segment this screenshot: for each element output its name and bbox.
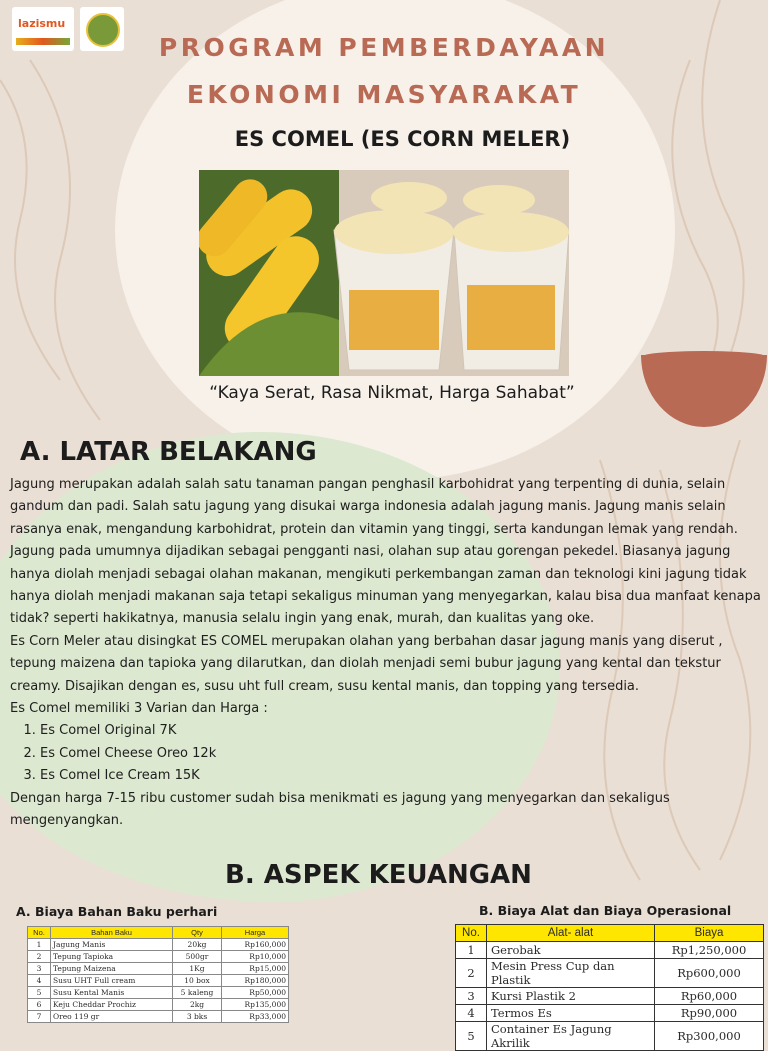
cell: Termos Es	[487, 1005, 655, 1022]
cell: 3	[456, 988, 487, 1005]
column-header: Alat- alat	[487, 925, 655, 942]
cell: Rp1,250,000	[655, 942, 764, 959]
paragraph: Jagung merupakan adalah salah satu tanaman pangan penghasil karbohidrat yang terpenting di dunia, selain gandum dan padi. Salah satu jagung yang disukai warga indonesia adalah jagung manis. Jagung manis selain rasanya enak, mengandung karbohidrat, protein dan vitamin yang tinggi, serta kandungan lemak yang rendah. Jagung pada umumnya dijadikan sebagai pengganti nasi, olahan sup atau gorengan pekedel. Biasanya jagung hanya diolah menjadi sebagai olahan makanan, mengikuti perkembangan zaman dan teknologi kini jagung tidak hanya diolah menjadi makanan saja tetapi sekaligus minuman yang menyegarkan, kalau bisa dua manfaat kenapa tidak? seperti hakikatnya, manusia selalu ingin yang enak, murah, dan kualitas yang oke.	[10, 477, 761, 627]
cell: Rp600,000	[655, 959, 764, 988]
table-row	[456, 959, 764, 988]
cell: Tepung Tapioka	[51, 951, 173, 963]
cell: Kursi Plastik 2	[487, 988, 655, 1005]
table-row	[28, 939, 289, 951]
cell: Susu Kental Manis	[51, 987, 173, 999]
column-header: Biaya	[655, 925, 764, 942]
cell: Rp15,000	[222, 963, 289, 975]
cell: 1	[456, 942, 487, 959]
table-row	[28, 963, 289, 975]
table-row	[28, 987, 289, 999]
table-row	[456, 1005, 764, 1022]
paragraph: Es Corn Meler atau disingkat ES COMEL merupakan olahan yang berbahan dasar jagung manis yang diserut , tepung maizena dan tapioka yang dilarutkan, dan diolah menjadi semi bubur jagung yang kental dan tekstur creamy. Disajikan dengan es, susu uht full cream, susu kental manis, dan topping yang tersedia.	[10, 633, 723, 694]
cell: 4	[456, 1005, 487, 1022]
cell: Rp180,000	[222, 975, 289, 987]
cell: Container Es Jagung Akrilik	[487, 1022, 655, 1051]
list-item: 3. Es Comel Ice Cream 15K	[40, 765, 762, 787]
table-header-row	[28, 927, 289, 939]
table-row	[456, 942, 764, 959]
tagline: “Kaya Serat, Rasa Nikmat, Harga Sahabat”	[209, 383, 575, 403]
cell: 1Kg	[173, 963, 222, 975]
cell: Mesin Press Cup dan Plastik	[487, 959, 655, 988]
table-row	[28, 999, 289, 1011]
column-header: No.	[456, 925, 487, 942]
cell: 2kg	[173, 999, 222, 1011]
column-header: Qty	[173, 927, 222, 939]
cell: Rp33,000	[222, 1011, 289, 1023]
list-item: 2. Es Comel Cheese Oreo 12k	[40, 743, 762, 765]
product-name: ES COMEL (ES CORN MELER)	[234, 127, 571, 151]
title-line-1: PROGRAM PEMBERDAYAAN	[158, 33, 610, 62]
cell: Rp10,000	[222, 951, 289, 963]
equipment-cost-table	[455, 924, 764, 1051]
cell: 4	[28, 975, 51, 987]
cell: 3 bks	[173, 1011, 222, 1023]
cell: 1	[28, 939, 51, 951]
cell: 3	[28, 963, 51, 975]
column-header: No.	[28, 927, 51, 939]
cell: Rp60,000	[655, 988, 764, 1005]
paragraph: Es Comel memiliki 3 Varian dan Harga :	[10, 701, 268, 717]
cell: Keju Cheddar Prochiz	[51, 999, 173, 1011]
cell: 2	[28, 951, 51, 963]
raw-material-table	[27, 926, 289, 1023]
cell: 20kg	[173, 939, 222, 951]
table-a-title: A. Biaya Bahan Baku perhari	[16, 904, 218, 919]
cell: 500gr	[173, 951, 222, 963]
cell: 5	[456, 1022, 487, 1051]
cell: Rp160,000	[222, 939, 289, 951]
cell: 5 kaleng	[173, 987, 222, 999]
cell: Jagung Manis	[51, 939, 173, 951]
cell: Rp135,000	[222, 999, 289, 1011]
cell: 5	[28, 987, 51, 999]
variant-list	[10, 720, 762, 787]
cell: 2	[456, 959, 487, 988]
cell: 7	[28, 1011, 51, 1023]
list-item: 1. Es Comel Original 7K	[40, 720, 762, 742]
table-row	[456, 988, 764, 1005]
corn-drink-photo	[199, 170, 569, 376]
table-header-row	[456, 925, 764, 942]
cell: Rp300,000	[655, 1022, 764, 1051]
cell: Tepung Maizena	[51, 963, 173, 975]
title-line-2: EKONOMI MASYARAKAT	[186, 80, 582, 109]
cell: Rp90,000	[655, 1005, 764, 1022]
cell: Oreo 119 gr	[51, 1011, 173, 1023]
section-a-body	[10, 474, 762, 833]
cell: 6	[28, 999, 51, 1011]
column-header: Harga	[222, 927, 289, 939]
section-a-heading: A. LATAR BELAKANG	[20, 437, 317, 467]
table-row	[28, 975, 289, 987]
table-row	[456, 1022, 764, 1051]
section-b-heading: B. ASPEK KEUANGAN	[225, 860, 532, 890]
column-header: Bahan Baku	[51, 927, 173, 939]
lazismu-logo: lazismu	[12, 7, 74, 51]
paragraph: Dengan harga 7-15 ribu customer sudah bisa menikmati es jagung yang menyegarkan dan sekaligus mengenyangkan.	[10, 790, 670, 829]
cell: Gerobak	[487, 942, 655, 959]
cell: 10 box	[173, 975, 222, 987]
table-b-title: B. Biaya Alat dan Biaya Operasional	[479, 903, 732, 918]
cell: Rp50,000	[222, 987, 289, 999]
cell: Susu UHT Full cream	[51, 975, 173, 987]
table-row	[28, 1011, 289, 1023]
table-row	[28, 951, 289, 963]
